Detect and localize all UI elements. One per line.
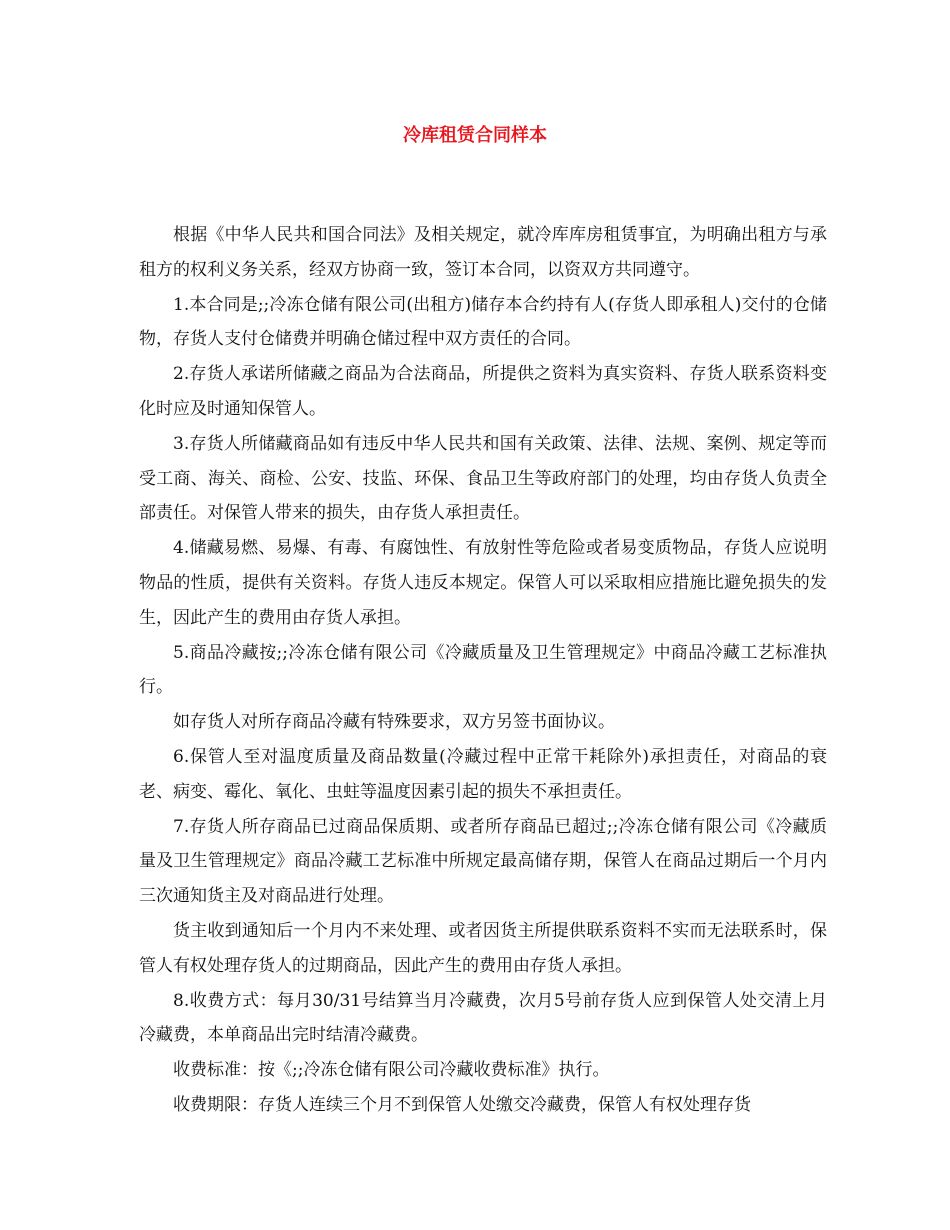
paragraph-preamble: 根据《中华人民共和国合同法》及相关规定，就冷库库房租赁事宜，为明确出租方与承租方的权利义务关系，经双方协商一致，签订本合同，以资双方共同遵守。 (139, 225, 827, 280)
paragraph-clause-6: 6.保管人至对温度质量及商品数量(冷藏过程中正常干耗除外)承担责任，对商品的衰老、病变、霉化、氧化、虫蛀等温度因素引起的损失不承担责任。 (139, 746, 827, 802)
paragraph-clause-5-note: 如存货人对所存商品冷藏有特殊要求，双方另签书面协议。 (173, 712, 615, 733)
paragraph-clause-3: 3.存货人所储藏商品如有违反中华人民共和国有关政策、法律、法规、案例、规定等而受工商、海关、商检、公安、技监、环保、食品卫生等政府部门的处理，均由存货人负责全部责任。对保管人带来的损失，由存货人承担责任。 (139, 433, 827, 524)
paragraph-clause-8: 8.收费方式：每月30/31号结算当月冷藏费，次月5号前存货人应到保管人处交清上月冷藏费，本单商品出完时结清冷藏费。 (139, 990, 827, 1046)
paragraph-fee-standard: 收费标准：按《;;冷冻仓储有限公司冷藏收费标准》执行。 (173, 1060, 610, 1081)
paragraph-clause-5: 5.商品冷藏按;;冷冻仓储有限公司《冷藏质量及卫生管理规定》中商品冷藏工艺标准执行。 (139, 642, 827, 698)
document-body (139, 218, 827, 1123)
paragraph-clause-7: 7.存货人所存商品已过商品保质期、或者所存商品已超过;;冷冻仓储有限公司《冷藏质量及卫生管理规定》商品冷藏工艺标准中所规定最高储存期，保管人在商品过期后一个月内三次通知货主及对商品进行处理。 (139, 816, 827, 907)
paragraph-fee-deadline: 收费期限：存货人连续三个月不到保管人处缴交冷藏费，保管人有权处理存货 (173, 1094, 751, 1115)
document-title: 冷库租赁合同样本 (403, 125, 547, 146)
paragraph-clause-4: 4.储藏易燃、易爆、有毒、有腐蚀性、有放射性等危险或者易变质物品，存货人应说明物品的性质，提供有关资料。存货人违反本规定。保管人可以采取相应措施比避免损失的发生，因此产生的费用由存货人承担。 (139, 538, 827, 628)
paragraph-clause-1: 1.本合同是;;冷冻仓储有限公司(出租方)储存本合约持有人(存货人即承租人)交付的仓储物，存货人支付仓储费并明确仓储过程中双方责任的合同。 (139, 294, 827, 350)
paragraph-clause-7-note: 货主收到通知后一个月内不来处理、或者因货主所提供联系资料不实而无法联系时，保管人有权处理存货人的过期商品，因此产生的费用由存货人承担。 (139, 920, 827, 976)
paragraph-clause-2: 2.存货人承诺所储藏之商品为合法商品，所提供之资料为真实资料、存货人联系资料变化时应及时通知保管人。 (139, 364, 827, 419)
